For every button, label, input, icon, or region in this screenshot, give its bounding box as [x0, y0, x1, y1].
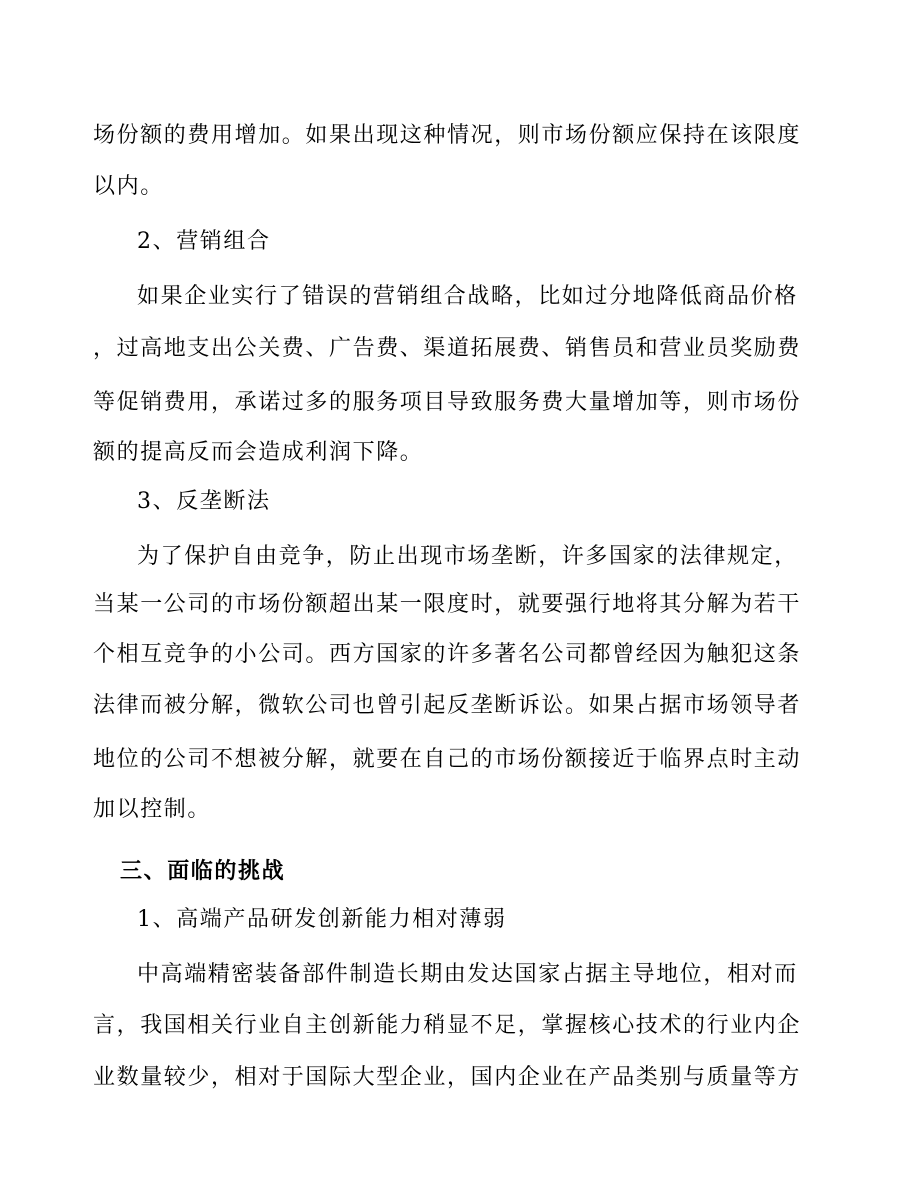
body-text-line: 加以控制。 — [93, 797, 212, 822]
section-heading-marketing-mix: 2、营销组合 — [137, 229, 271, 254]
section-heading-antitrust: 3、反垄断法 — [137, 489, 271, 514]
body-text-line: 地位的公司不想被分解，就要在自己的市场份额接近于临界点时主动 — [93, 747, 802, 772]
body-text-line: 场份额的费用增加。如果出现这种情况，则市场份额应保持在该限度 — [93, 123, 802, 148]
body-text-line: 额的提高反而会造成利润下降。 — [93, 440, 424, 465]
body-text-line: 如果企业实行了错误的营销组合战略，比如过分地降低商品价格 — [137, 284, 798, 309]
body-text-line: 等促销费用，承诺过多的服务项目导致服务费大量增加等，则市场份 — [93, 390, 802, 415]
body-text-line: 以内。 — [93, 174, 164, 199]
body-text-line: 中高端精密装备部件制造长期由发达国家占据主导地位，相对而 — [137, 962, 798, 987]
body-text-line: 言，我国相关行业自主创新能力稍显不足，掌握核心技术的行业内企 — [93, 1013, 802, 1038]
body-text-line: 当某一公司的市场份额超出某一限度时，就要强行地将其分解为若干 — [93, 592, 802, 617]
body-text-line: 法律而被分解，微软公司也曾引起反垄断诉讼。如果占据市场领导者 — [93, 693, 802, 718]
body-text-line: 个相互竞争的小公司。西方国家的许多著名公司都曾经因为触犯这条 — [93, 642, 802, 667]
section-heading-innovation: 1、高端产品研发创新能力相对薄弱 — [137, 907, 507, 932]
body-text-line: ，过高地支出公关费、广告费、渠道拓展费、销售员和营业员奖励费 — [93, 336, 802, 361]
chapter-heading-challenges: 三、面临的挑战 — [120, 858, 286, 884]
body-text-line: 业数量较少，相对于国际大型企业，国内企业在产品类别与质量等方 — [93, 1065, 802, 1090]
body-text-line: 为了保护自由竞争，防止出现市场垄断，许多国家的法律规定， — [137, 544, 798, 569]
